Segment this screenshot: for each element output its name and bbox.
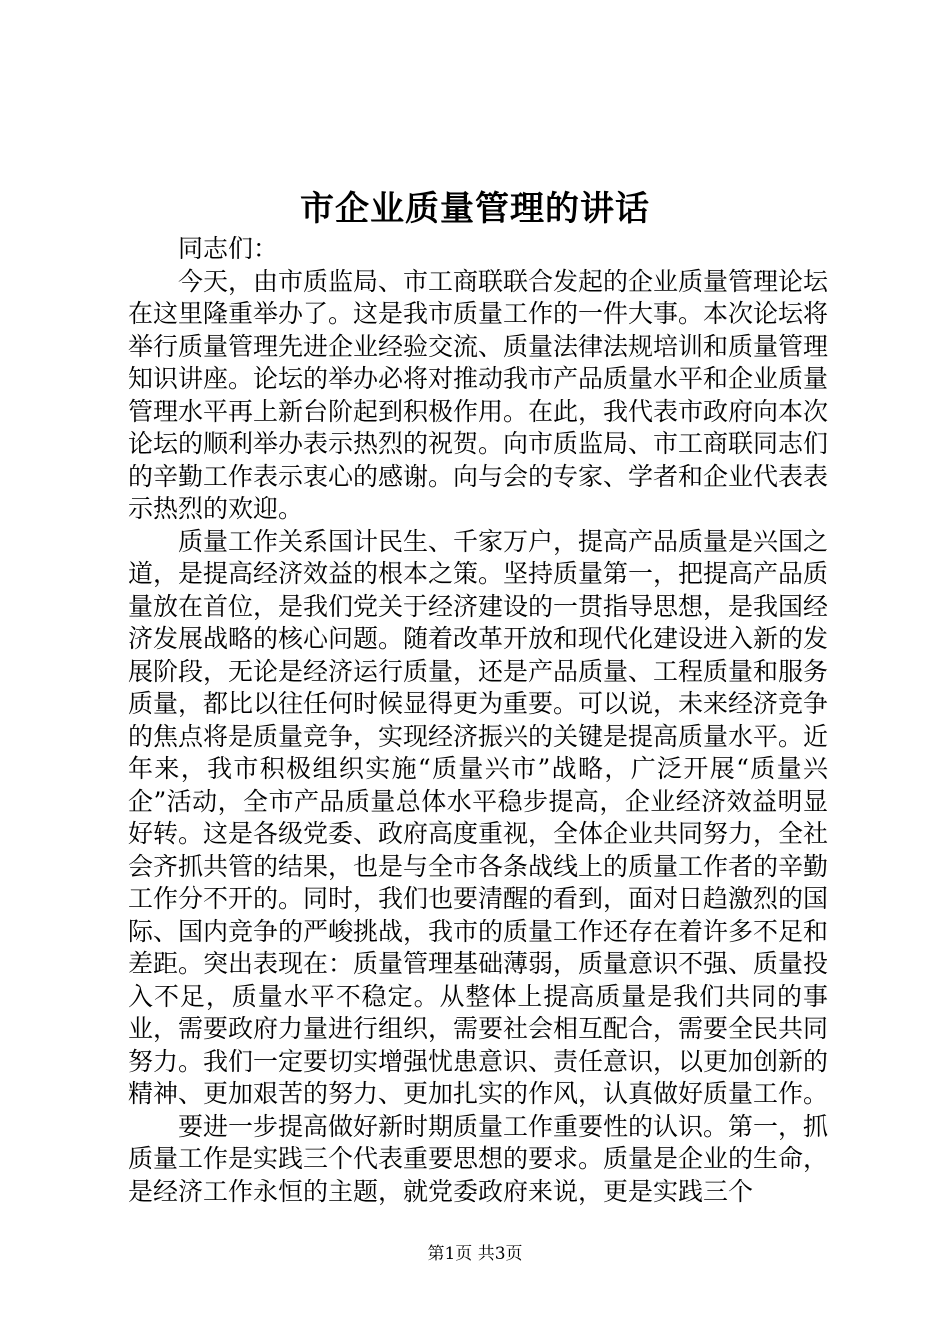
body-paragraph-3: 要进一步提高做好新时期质量工作重要性的认识。第一，抓质量工作是实践三个代表重要思想的要求。质量是企业的生命，是经济工作永恒的主题，就党委政府来说，更是实践三个: [128, 1111, 829, 1206]
page-number-footer: 第1页 共3页: [427, 1244, 523, 1264]
body-paragraph-1: 今天，由市质监局、市工商联联合发起的企业质量管理论坛在这里隆重举办了。这是我市质量工作的一件大事。本次论坛将举行质量管理先进企业经验交流、质量法律法规培训和质量管理知识讲座。论坛的举办必将对推动我市产品质量水平和企业质量管理水平再上新台阶起到积极作用。在此，我代表市政府向本次论坛的顺利举办表示热烈的祝贺。向市质监局、市工商联同志们的辛勤工作表示衷心的感谢。向与会的专家、学者和企业代表表示热烈的欢迎。: [128, 266, 829, 523]
salutation-paragraph: 同志们：: [178, 234, 279, 263]
document-body: [128, 233, 828, 1208]
document-title: 市企业质量管理的讲话: [300, 189, 650, 229]
body-paragraph-2: 质量工作关系国计民生、千家万户，提高产品质量是兴国之道，是提高经济效益的根本之策。坚持质量第一，把提高产品质量放在首位，是我们党关于经济建设的一贯指导思想，是我国经济发展战略的核心问题。随着改革开放和现代化建设进入新的发展阶段，无论是经济运行质量，还是产品质量、工程质量和服务质量，都比以往任何时候显得更为重要。可以说，未来经济竞争的焦点将是质量竞争，实现经济振兴的关键是提高质量水平。近年来，我市积极组织实施“质量兴市”战略，广泛开展“质量兴企”活动，全市产品质量总体水平稳步提高，企业经济效益明显好转。这是各级党委、政府高度重视，全体企业共同努力，全社会齐抓共管的结果，也是与全市各条战线上的质量工作者的辛勤工作分不开的。同时，我们也要清醒的看到，面对日趋激烈的国际、国内竞争的严峻挑战，我市的质量工作还存在着许多不足和差距。突出表现在：质量管理基础薄弱，质量意识不强、质量投入不足，质量水平不稳定。从整体上提高质量是我们共同的事业，需要政府力量进行组织，需要社会相互配合，需要全民共同努力。我们一定要切实增强忧患意识、责任意识，以更加创新的精神、更加艰苦的努力、更加扎实的作风，认真做好质量工作。: [128, 526, 829, 1108]
